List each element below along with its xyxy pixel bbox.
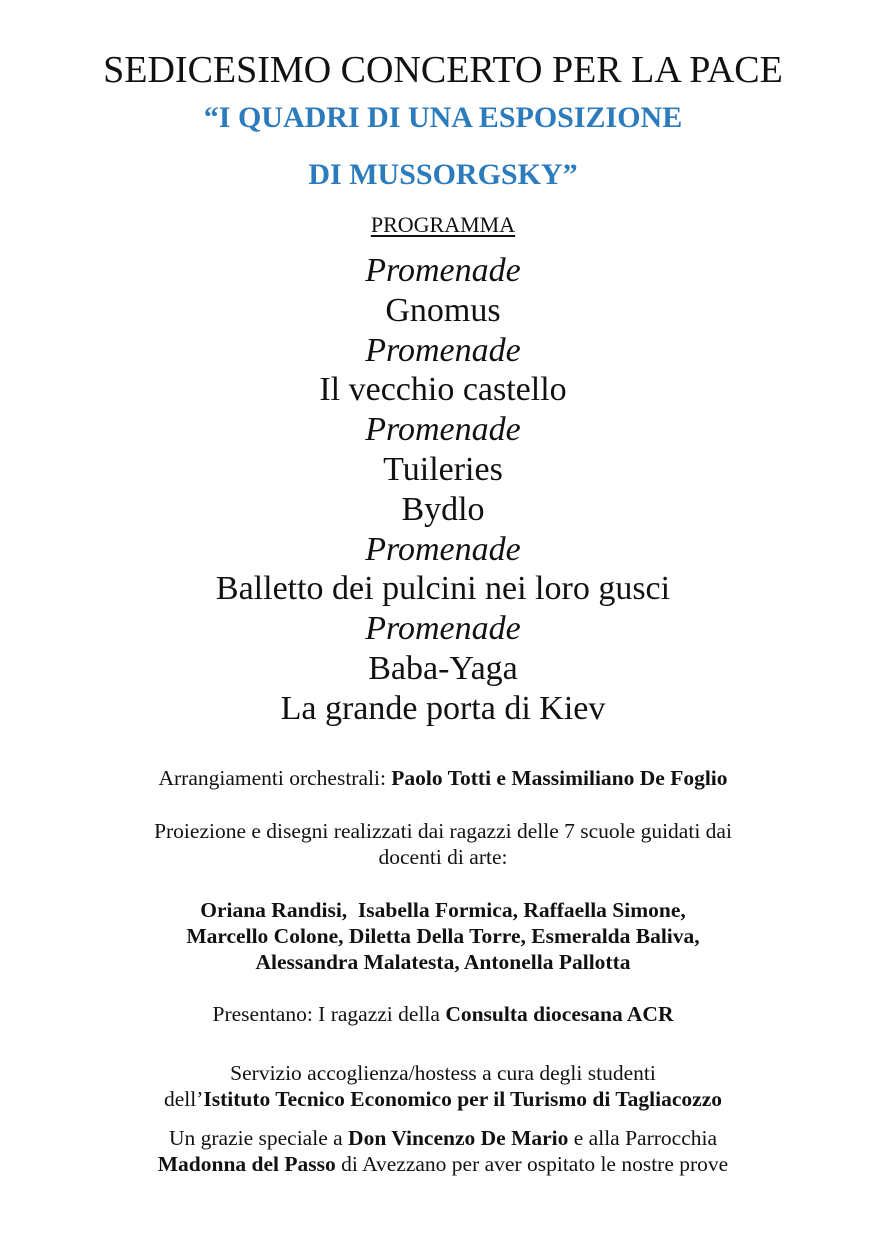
program-item-promenade: Promenade — [365, 411, 521, 449]
arrangements-label: Arrangiamenti orchestrali: — [158, 766, 392, 790]
thanks-suffix: di Avezzano per aver ospitato le nostre prove — [335, 1152, 729, 1176]
program-item: La grande porta di Kiev — [280, 689, 606, 727]
thanks-line-2 — [0, 1151, 886, 1177]
projection-credit — [0, 818, 886, 870]
presenters-name: Consulta diocesana ACR — [445, 1002, 674, 1026]
program-heading: PROGRAMMA — [370, 212, 516, 237]
thanks-prefix: Un grazie speciale a — [168, 1126, 349, 1150]
thanks-middle: e alla Parrocchia — [568, 1126, 718, 1150]
program-item-promenade: Promenade — [365, 530, 521, 568]
projection-line-2: docenti di arte: — [378, 845, 508, 869]
service-prefix: dell’ — [163, 1087, 204, 1111]
program-item: Bydlo — [401, 490, 485, 528]
hostess-service-credit — [0, 1060, 886, 1112]
teachers-line-2: Marcello Colone, Diletta Della Torre, Esmeralda Baliva, — [186, 924, 700, 948]
projection-line-1: Proiezione e disegni realizzati dai ragazzi delle 7 scuole guidati dai — [154, 819, 732, 843]
program-item-promenade: Promenade — [365, 252, 521, 289]
teachers-list — [0, 897, 886, 975]
thanks-line-1 — [0, 1125, 886, 1151]
special-thanks — [0, 1125, 886, 1177]
program-item: Baba-Yaga — [368, 649, 518, 687]
program-list — [0, 251, 886, 729]
program-item: Balletto dei pulcini nei loro gusci — [215, 570, 671, 608]
program-item: Gnomus — [385, 291, 501, 329]
service-line-1: Servizio accoglienza/hostess a cura degli studenti — [230, 1061, 656, 1085]
service-line-2 — [0, 1086, 886, 1112]
teachers-line-3: Alessandra Malatesta, Antonella Pallotta — [255, 950, 631, 974]
work-title-line-2: DI MUSSORGSKY” — [308, 158, 578, 191]
program-item-promenade: Promenade — [365, 610, 521, 648]
presenters-credit — [0, 1001, 886, 1027]
service-school: Istituto Tecnico Economico per il Turismo di Tagliacozzo — [203, 1087, 723, 1111]
program-item: Tuileries — [383, 450, 503, 488]
presenters-label: Presentano: I ragazzi della — [212, 1002, 446, 1026]
program-item-promenade: Promenade — [365, 331, 521, 369]
program-item: Il vecchio castello — [319, 371, 567, 409]
concert-title: SEDICESIMO CONCERTO PER LA PACE — [103, 49, 783, 91]
work-title-line-1: “I QUADRI DI UNA ESPOSIZIONE — [203, 101, 683, 134]
thanks-name: Don Vincenzo De Mario — [348, 1126, 569, 1150]
arrangements-names: Paolo Totti e Massimiliano De Foglio — [391, 766, 728, 790]
arrangements-credit — [0, 765, 886, 791]
thanks-parish: Madonna del Passo — [157, 1152, 336, 1176]
teachers-line-1: Oriana Randisi, Isabella Formica, Raffaella Simone, — [200, 898, 686, 922]
